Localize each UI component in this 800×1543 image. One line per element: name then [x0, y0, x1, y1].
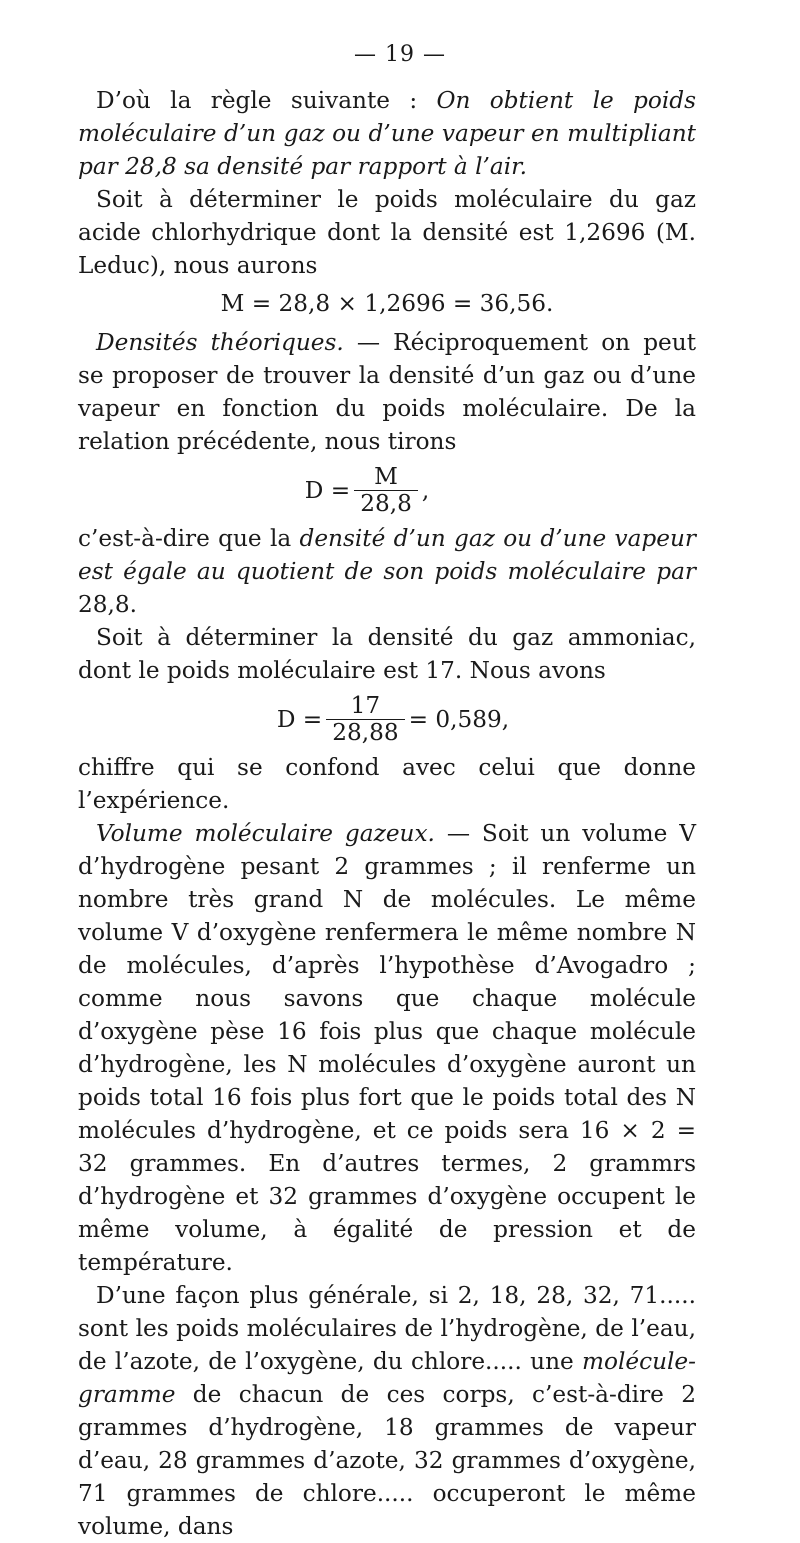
formula-molecular-weight: M = 28,8 × 1,2696 = 36,56. [220, 290, 554, 317]
paragraph-text: — Réciproquement on peut se proposer de trouver la densité d’un gaz ou d’une vapeur en fonction du poids moléculaire. De la relation précédente, nous tirons [78, 329, 697, 455]
formula-ammonia-density [90, 687, 696, 751]
fraction-numerator: 17 [350, 691, 381, 719]
paragraph-molecule-gramme [78, 1279, 696, 1543]
section-heading-densites: Densités théoriques. [96, 329, 344, 356]
page-number: — 19 — [354, 42, 446, 67]
paragraph-lead: c’est-à-dire que la [78, 525, 300, 552]
paragraph-densites-theoriques [78, 326, 696, 458]
paragraph-density-rule [78, 522, 696, 621]
formula-lhs: D = [276, 705, 323, 733]
body-text [78, 84, 696, 1543]
paragraph-lead: D’une façon plus générale, si 2, 18, 28, 32, 71..... sont les poids moléculaires de l’hydrogène, de l’eau, de l’azote, de l’oxygène, du chlore..... une [78, 1282, 696, 1375]
paragraph-volume-moleculaire [78, 817, 696, 1279]
rule-statement: On obtient le poids moléculaire d’un gaz ou d’une vapeur en multipliant par 28,8 sa densité par rapport à l’air. [78, 87, 696, 180]
paragraph-tail: de chacun de ces corps, c’est-à-dire 2 grammes d’hydrogène, 18 grammes de vapeur d’eau, 28 grammes d’azote, 32 grammes d’oxygène, 71 grammes de chlore..... occuperont le même volume, dans [78, 1381, 696, 1540]
paragraph-rule [78, 84, 696, 183]
rule-statement: densité d’un gaz ou d’une vapeur est égale au quotient de son poids moléculaire par [78, 525, 696, 585]
section-heading-volume: Volume moléculaire gazeux. [96, 820, 435, 847]
fraction-denominator: 28,8 [354, 490, 418, 517]
fraction [326, 693, 404, 746]
formula-lhs: D = [304, 476, 351, 504]
formula-density [38, 458, 696, 522]
term-molecule-gramme: molécule-gramme [78, 1348, 696, 1408]
paragraph-example-hcl: Soit à déterminer le poids moléculaire du gaz acide chlorhydrique dont la densité est 1,2696 (M. Leduc), nous aurons [78, 186, 696, 279]
formula-rhs: = 0,589, [408, 705, 510, 733]
paragraph-tail: 28,8. [78, 591, 137, 618]
paragraph-experience: chiffre qui se confond avec celui que donne l’expérience. [78, 754, 696, 814]
paragraph-text: — Soit un volume V d’hydrogène pesant 2 grammes ; il renferme un nombre très grand N de molécules. Le même volume V d’oxygène renfermera le même nombre N de molécules, d’après l’hypothèse d’Avogadro ; comme nous savons que chaque molécule d’oxygène pèse 16 fois plus que chaque molécule d’hydrogène, les N molécules d’oxygène auront un poids total 16 fois plus fort que le poids total des N molécules d’hydrogène, et ce poids sera 16 × 2 = 32 grammes. En d’autres termes, 2 grammrs d’hydrogène et 32 grammes d’oxygène occupent le même volume, à égalité de pression et de température. [78, 820, 696, 1276]
fraction [354, 464, 418, 517]
paragraph-example-ammonia: Soit à déterminer la densité du gaz ammoniac, dont le poids moléculaire est 17. Nous avons [78, 624, 696, 684]
fraction-denominator: 28,88 [326, 719, 404, 746]
paragraph-lead: D’où la règle suivante : [96, 87, 437, 114]
fraction-numerator: M [374, 462, 398, 490]
formula-tail: , [421, 476, 430, 504]
